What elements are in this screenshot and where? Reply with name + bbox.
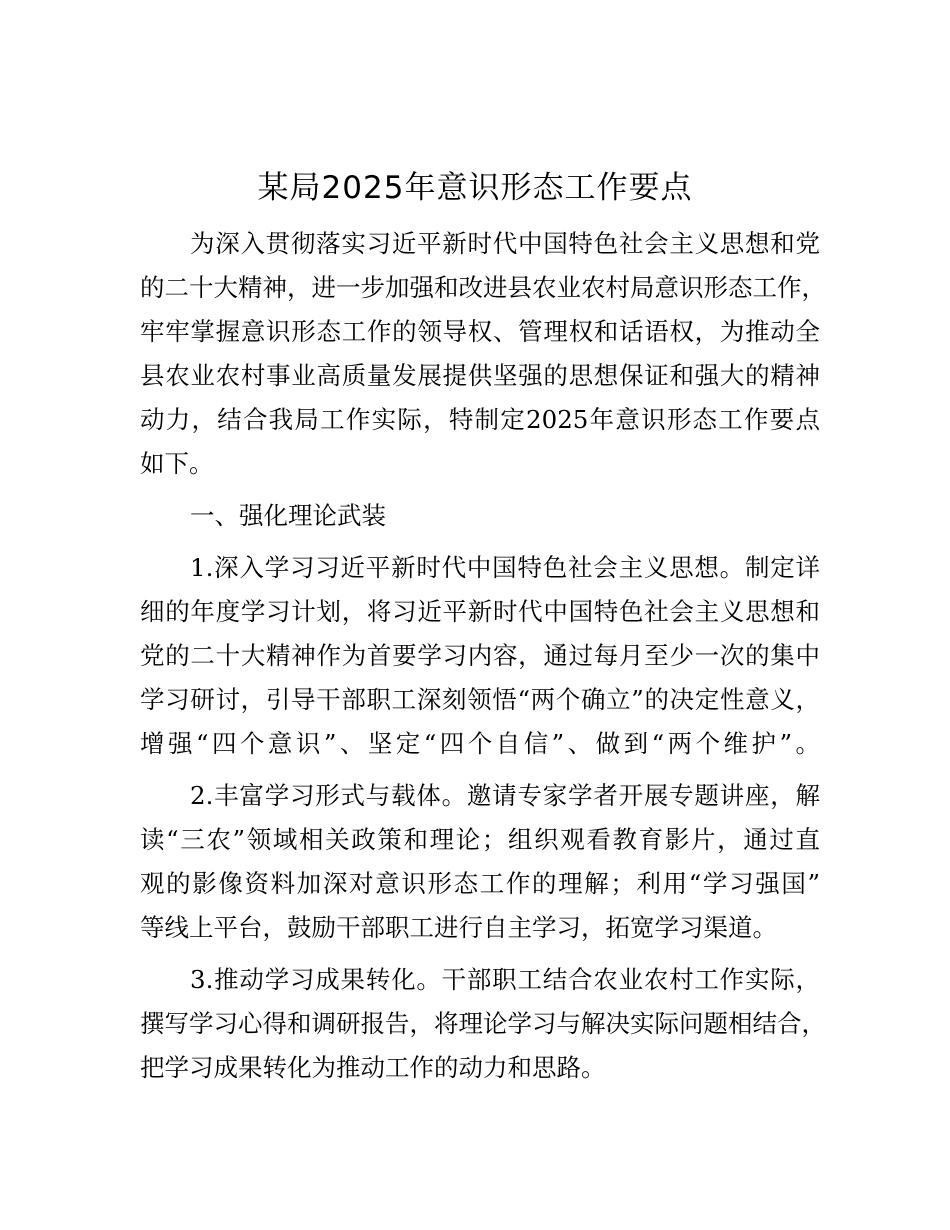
text-line: 把学习成果转化为推动工作的动力和思路。 [140, 1053, 606, 1082]
text-line: 等线上平台，鼓励干部职工进行自主学习，拓宽学习渠道。 [140, 913, 777, 942]
text-line: 细的年度学习计划，将习近平新时代中国特色社会主义思想和 [140, 597, 820, 626]
text-line: 1.深入学习习近平新时代中国特色社会主义思想。制定详 [190, 553, 820, 582]
text-line: 县农业农村事业高质量发展提供坚强的思想保证和强大的精神 [140, 361, 820, 390]
text-line: 的二十大精神，进一步加强和改进县农业农村局意识形态工作， [140, 273, 826, 302]
text-line: 如下。 [140, 449, 214, 478]
text-line: 牢牢掌握意识形态工作的领导权、管理权和话语权，为推动全 [140, 317, 820, 346]
text-line: 为深入贯彻落实习近平新时代中国特色社会主义思想和党 [190, 229, 820, 258]
text-line: 观的影像资料加深对意识形态工作的理解；利用“学习强国” [140, 869, 820, 898]
text-line: 学习研讨，引导干部职工深刻领悟“两个确立”的决定性意义， [140, 685, 820, 714]
text-line: 动力，结合我局工作实际，特制定2025年意识形态工作要点 [140, 405, 820, 434]
document-title: 某局2025年意识形态工作要点 [257, 170, 693, 206]
text-line: 2.丰富学习形式与载体。邀请专家学者开展专题讲座，解 [190, 781, 820, 810]
section-heading: 一、强化理论武装 [190, 501, 386, 530]
text-line: 增强“四个意识”、坚定“四个自信”、做到“两个维护”。 [140, 729, 820, 758]
text-line: 3.推动学习成果转化。干部职工结合农业农村工作实际， [190, 965, 820, 994]
text-line: 撰写学习心得和调研报告，将理论学习与解决实际问题相结合， [140, 1009, 826, 1038]
text-line: 党的二十大精神作为首要学习内容，通过每月至少一次的集中 [140, 641, 820, 670]
text-line: 读“三农”领域相关政策和理论；组织观看教育影片，通过直 [140, 825, 820, 854]
